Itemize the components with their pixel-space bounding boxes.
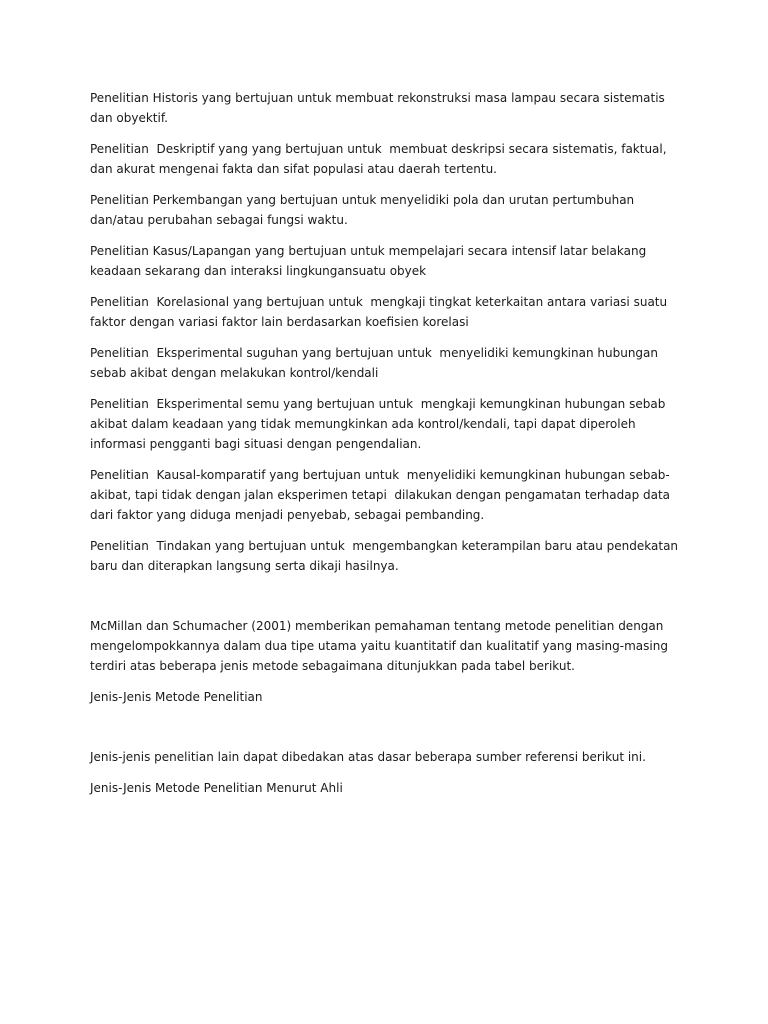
paragraph-perkembangan: Penelitian Perkembangan yang bertujuan untuk menyelidiki pola dan urutan pertumbuhan dan/atau perubahan sebagai fungsi waktu.	[90, 193, 638, 227]
blank-line	[90, 587, 690, 616]
paragraph-eksperimental-suguhan: Penelitian Eksperimental suguhan yang bertujuan untuk menyelidiki kemungkinan hubungan sebab akibat dengan melakukan kontrol/kendali	[90, 346, 662, 380]
paragraph-tindakan: Penelitian Tindakan yang bertujuan untuk mengembangkan keterampilan baru atau pendekatan baru dan diterapkan langsung serta dikaji hasilnya.	[90, 539, 682, 573]
paragraph-historis: Penelitian Historis yang bertujuan untuk membuat rekonstruksi masa lampau secara sistematis dan obyektif.	[90, 91, 669, 125]
paragraph-eksperimental-semu: Penelitian Eksperimental semu yang bertujuan untuk mengkaji kemungkinan hubungan sebab akibat dalam keadaan yang tidak memungkinkan ada kontrol/kendali, tapi dapat diperoleh informasi pengganti bagi situasi dengan pengendalian.	[90, 397, 670, 451]
heading-menurut-ahli: Jenis-Jenis Metode Penelitian Menurut Ahli	[90, 781, 343, 795]
paragraph-kausal-komparatif: Penelitian Kausal-komparatif yang bertujuan untuk menyelidiki kemungkinan hubungan sebab-akibat, tapi tidak dengan jalan eksperimen tetapi dilakukan dengan pengamatan terhadap data dari faktor yang diduga menjadi penyebab, sebagai pembanding.	[90, 468, 674, 522]
paragraph-mcmillan: McMillan dan Schumacher (2001) memberikan pemahaman tentang metode penelitian dengan mengelompokkannya dalam dua tipe utama yaitu kuantitatif dan kualitatif yang masing-masing terdiri atas beberapa jenis metode sebagaimana ditunjukkan pada tabel berikut.	[90, 619, 672, 673]
blank-line	[90, 718, 690, 747]
document-body	[90, 88, 690, 809]
paragraph-kasus-lapangan: Penelitian Kasus/Lapangan yang bertujuan untuk mempelajari secara intensif latar belakang keadaan sekarang dan interaksi lingkungansuatu obyek	[90, 244, 651, 278]
paragraph-korelasional: Penelitian Korelasional yang bertujuan untuk mengkaji tingkat keterkaitan antara variasi suatu faktor dengan variasi faktor lain berdasarkan koefisien korelasi	[90, 295, 671, 329]
heading-jenis-jenis-metode: Jenis-Jenis Metode Penelitian	[90, 690, 263, 704]
paragraph-jenis-lain: Jenis-jenis penelitian lain dapat dibedakan atas dasar beberapa sumber referensi berikut ini.	[90, 750, 646, 764]
paragraph-deskriptif: Penelitian Deskriptif yang yang bertujuan untuk membuat deskripsi secara sistematis, faktual, dan akurat mengenai fakta dan sifat populasi atau daerah tertentu.	[90, 142, 671, 176]
